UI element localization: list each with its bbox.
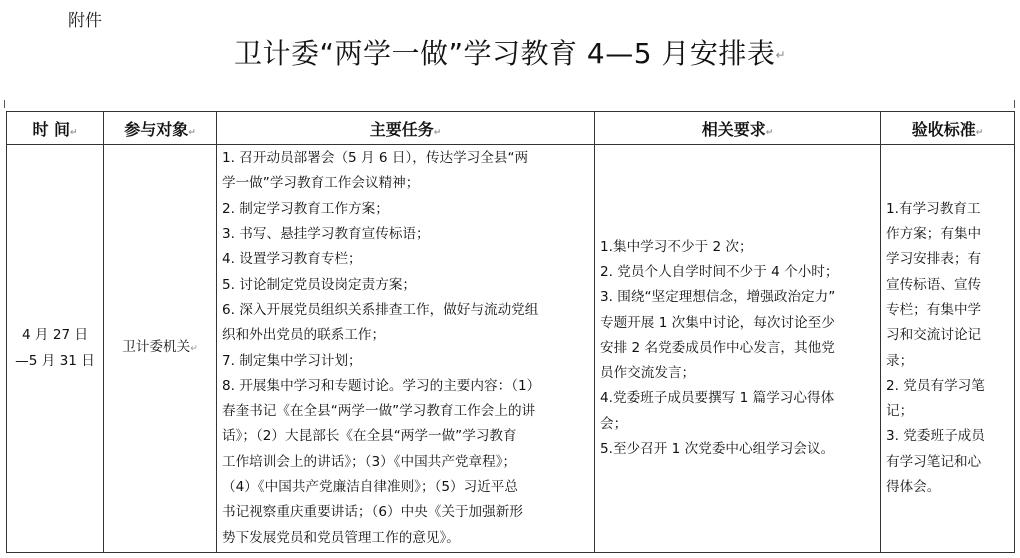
requirement-line: 专题开展 1 次集中讨论，每次讨论至少: [600, 314, 835, 331]
standard-line: 宣传标语、宣传: [886, 276, 982, 293]
task-line: 7. 制定集中学习计划；: [222, 352, 362, 369]
standard-line: 学习安排表；有: [886, 251, 982, 268]
page-title: [0, 32, 1020, 72]
task-line: （4）《中国共产党廉洁自律准则》；（5）习近平总: [222, 478, 518, 495]
standard-line: 有学习笔记和心: [886, 453, 982, 470]
standard-line: 录；: [886, 352, 914, 369]
page-title-text: 卫计委“两学一做”学习教育 4—5 月安排表: [233, 37, 776, 70]
task-line: 1. 召开动员部署会（5 月 6 日），传达学习全县“两: [222, 150, 529, 167]
corner-mark-left: [4, 100, 5, 108]
cell-time: [7, 145, 104, 553]
task-line: 4. 设置学习教育专栏；: [222, 251, 362, 268]
task-line: 8. 开展集中学习和专题讨论。学习的主要内容：（1）: [222, 377, 541, 394]
header-time: 时 间↵: [7, 112, 104, 145]
table-header-row: [7, 112, 1015, 145]
time-start: 4 月 27 日: [21, 327, 89, 344]
requirement-line: 员作交流发言；: [600, 365, 696, 382]
header-tasks: 主要任务↵: [217, 112, 595, 145]
header-participants: 参与对象↵: [104, 112, 217, 145]
task-line: 2. 制定学习教育工作方案；: [222, 200, 389, 217]
cell-standards: [881, 145, 1015, 553]
standard-line: 习和交流讨论记: [886, 327, 982, 344]
standard-line: 专栏；有集中学: [886, 301, 982, 318]
task-line: 学一做”学习教育工作会议精神；: [222, 175, 420, 192]
paragraph-mark-icon: ↵: [775, 48, 786, 62]
requirement-line: 3. 围绕“坚定理想信念，增强政治定力”: [600, 289, 836, 306]
task-line: 势下发展党员和党员管理工作的意见》。: [222, 529, 460, 546]
schedule-table: [6, 111, 1015, 553]
header-requirements: 相关要求↵: [595, 112, 881, 145]
task-line: 话》；（2）大昆部长《在全县“两学一做”学习教育: [222, 428, 517, 445]
corner-mark-right: [1014, 100, 1015, 108]
standard-line: 2. 党员有学习笔: [886, 377, 985, 394]
cell-participants: 卫计委机关↵: [104, 145, 217, 553]
task-line: 织和外出党员的联系工作；: [222, 327, 386, 344]
standard-line: 得体会。: [886, 478, 941, 495]
standard-line: 3. 党委班子成员: [886, 428, 985, 445]
time-end: —5 月 31 日: [15, 352, 95, 369]
standard-line: 作方案；有集中: [886, 226, 982, 243]
requirement-line: 4.党委班子成员要撰写 1 篇学习心得体: [600, 390, 835, 407]
cell-requirements: [595, 145, 881, 553]
requirement-line: 安排 2 名党委成员作中心发言，其他党: [600, 339, 835, 356]
table-row: [7, 145, 1015, 553]
standard-line: 记；: [886, 403, 914, 420]
requirement-line: 2. 党员个人自学时间不少于 4 个小时；: [600, 263, 839, 280]
task-line: 春奎书记《在全县“两学一做”学习教育工作会上的讲: [222, 403, 536, 420]
task-line: 书记视察重庆重要讲话；（6）中央《关于加强新形: [222, 504, 523, 521]
header-standards: 验收标准↵: [881, 112, 1015, 145]
standard-line: 1.有学习教育工: [886, 200, 981, 217]
requirement-line: 会；: [600, 415, 628, 432]
attachment-label: 附件: [68, 11, 102, 31]
cell-tasks: [217, 145, 595, 553]
task-line: 6. 深入开展党员组织关系排查工作，做好与流动党组: [222, 301, 539, 318]
requirement-line: 5.至少召开 1 次党委中心组学习会议。: [600, 441, 835, 458]
requirement-line: 1.集中学习不少于 2 次；: [600, 238, 753, 255]
task-line: 3. 书写、悬挂学习教育宣传标语；: [222, 226, 430, 243]
task-line: 5. 讨论制定党员设岗定责方案；: [222, 276, 417, 293]
task-line: 工作培训会上的讲话》；（3）《中国共产党章程》；: [222, 453, 517, 470]
